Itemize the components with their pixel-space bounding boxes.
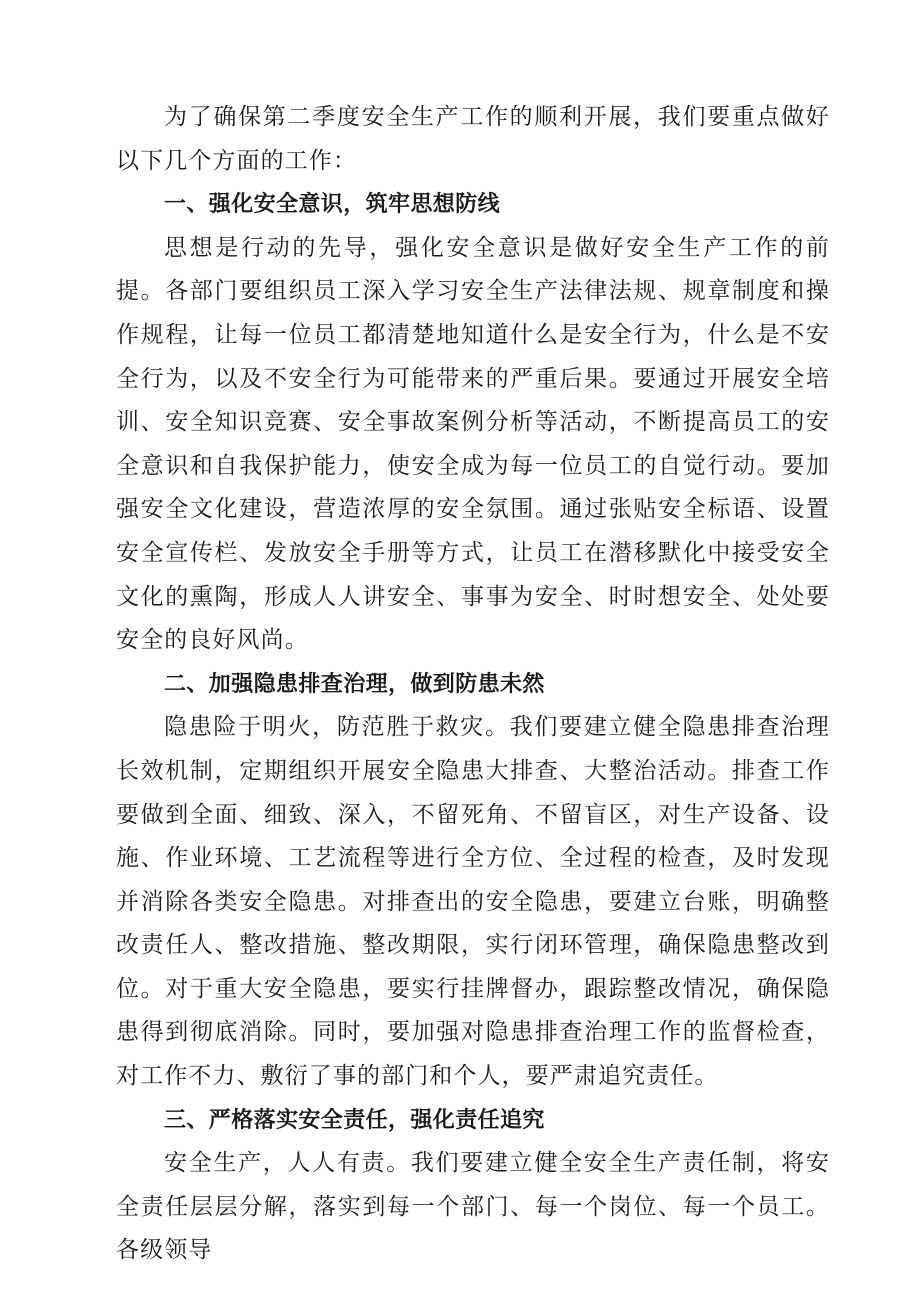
document-page: [116, 96, 830, 1273]
section-3-heading: 三、严格落实安全责任，强化责任追究: [164, 1107, 545, 1133]
section-1-heading: 一、强化安全意识，筑牢思想防线: [164, 192, 501, 218]
section-2-heading: 二、加强隐患排查治理，做到防患未然: [164, 671, 545, 697]
section-1-paragraph: 思想是行动的先导，强化安全意识是做好安全生产工作的前提。各部门要组织员工深入学习安全生产法律法规、规章制度和操作规程，让每一位员工都清楚地知道什么是安全行为，什么是不安全行为，以及不安全行为可能带来的严重后果。要通过开展安全培训、安全知识竞赛、安全事故案例分析等活动，不断提高员工的安全意识和自我保护能力，使安全成为每一位员工的自觉行动。要加强安全文化建设，营造浓厚的安全氛围。通过张贴安全标语、设置安全宣传栏、发放安全手册等方式，让员工在潜移默化中接受安全文化的熏陶，形成人人讲安全、事事为安全、时时想安全、处处要安全的良好风尚。: [116, 234, 830, 654]
intro-paragraph: 为了确保第二季度安全生产工作的顺利开展，我们要重点做好以下几个方面的工作：: [116, 104, 830, 174]
section-2-paragraph: 隐患险于明火，防范胜于救灾。我们要建立健全隐患排查治理长效机制，定期组织开展安全隐患大排查、大整治活动。排查工作要做到全面、细致、深入，不留死角、不留盲区，对生产设备、设施、作业环境、工艺流程等进行全方位、全过程的检查，及时发现并消除各类安全隐患。对排查出的安全隐患，要建立台账，明确整改责任人、整改措施、整改期限，实行闭环管理，确保隐患整改到位。对于重大安全隐患，要实行挂牌督办，跟踪整改情况，确保隐患得到彻底消除。同时，要加强对隐患排查治理工作的监督检查，对工作不力、敷衍了事的部门和个人，要严肃追究责任。: [116, 714, 830, 1090]
section-3-paragraph: 安全生产，人人有责。我们要建立健全安全生产责任制，将安全责任层层分解，落实到每一个部门、每一个岗位、每一个员工。各级领导: [116, 1150, 830, 1264]
